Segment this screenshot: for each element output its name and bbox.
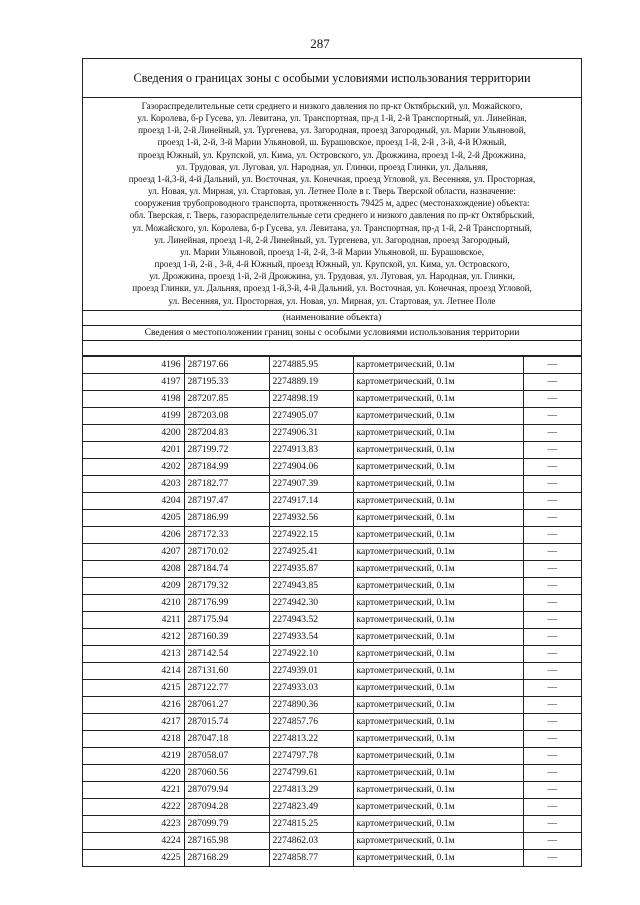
error-cell: — [523, 527, 581, 544]
x-coordinate-cell: 287079.94 [184, 782, 269, 799]
method-cell: картометрический, 0.1м [353, 425, 523, 442]
point-number-cell: 4216 [83, 697, 184, 714]
point-number-cell: 4219 [83, 748, 184, 765]
error-cell: — [523, 442, 581, 459]
point-number-cell: 4213 [83, 646, 184, 663]
x-coordinate-cell: 287131.60 [184, 663, 269, 680]
y-coordinate-cell: 2274922.10 [269, 646, 353, 663]
x-coordinate-cell: 287015.74 [184, 714, 269, 731]
point-number-cell: 4220 [83, 765, 184, 782]
error-cell: — [523, 595, 581, 612]
x-coordinate-cell: 287060.56 [184, 765, 269, 782]
method-cell: картометрический, 0.1м [353, 680, 523, 697]
table-row [83, 833, 581, 850]
y-coordinate-cell: 2274813.22 [269, 731, 353, 748]
table-row [83, 442, 581, 459]
table-row [83, 578, 581, 595]
point-number-cell: 4204 [83, 493, 184, 510]
y-coordinate-cell: 2274933.03 [269, 680, 353, 697]
table-row [83, 374, 581, 391]
x-coordinate-cell: 287179.32 [184, 578, 269, 595]
method-cell: картометрический, 0.1м [353, 510, 523, 527]
description-line: ул. Линейная, проезд 1-й, 2-й Линейный, ул. Тургенева, ул. Загородная, проезд Загородный, [154, 234, 510, 245]
method-cell: картометрический, 0.1м [353, 833, 523, 850]
method-cell: картометрический, 0.1м [353, 527, 523, 544]
method-cell: картометрический, 0.1м [353, 850, 523, 867]
x-coordinate-cell: 287160.39 [184, 629, 269, 646]
point-number-cell: 4202 [83, 459, 184, 476]
point-number-cell: 4212 [83, 629, 184, 646]
point-number-cell: 4198 [83, 391, 184, 408]
error-cell: — [523, 663, 581, 680]
error-cell: — [523, 833, 581, 850]
x-coordinate-cell: 287182.77 [184, 476, 269, 493]
location-caption: Сведения о местоположении границ зоны с особыми условиями использования территории [83, 326, 581, 341]
description-line: проезд Южный, ул. Крупской, ул. Кима, ул. Островского, ул. Дрожжина, проезд 1-й, 2-й Дрожжина, [138, 149, 526, 160]
method-cell: картометрический, 0.1м [353, 765, 523, 782]
table-row [83, 527, 581, 544]
method-cell: картометрический, 0.1м [353, 578, 523, 595]
description-line: сооружения трубопроводного транспорта, протяженность 79425 м, адрес (местонахождение) объекта: [134, 198, 530, 209]
x-coordinate-cell: 287207.85 [184, 391, 269, 408]
x-coordinate-cell: 287047.18 [184, 731, 269, 748]
method-cell: картометрический, 0.1м [353, 374, 523, 391]
table-row [83, 731, 581, 748]
point-number-cell: 4223 [83, 816, 184, 833]
table-row [83, 765, 581, 782]
table-row [83, 544, 581, 561]
table-row [83, 425, 581, 442]
method-cell: картометрический, 0.1м [353, 731, 523, 748]
description-line: ул. Новая, ул. Мирная, ул. Стартовая, ул. Летнее Поле в г. Тверь Тверской области, назначение: [148, 186, 516, 197]
error-cell: — [523, 714, 581, 731]
error-cell: — [523, 646, 581, 663]
point-number-cell: 4217 [83, 714, 184, 731]
y-coordinate-cell: 2274917.14 [269, 493, 353, 510]
error-cell: — [523, 544, 581, 561]
point-number-cell: 4196 [83, 357, 184, 374]
description-line: ул. Весенняя, ул. Просторная, ул. Новая, ул. Мирная, ул. Стартовая, ул. Летнее Поле [168, 295, 496, 306]
description-line: обл. Тверская, г. Тверь, газораспределительные сети среднего и низкого давления по пр-кт Октябрьский, [129, 210, 535, 221]
y-coordinate-cell: 2274815.25 [269, 816, 353, 833]
table-row [83, 357, 581, 374]
error-cell: — [523, 374, 581, 391]
method-cell: картометрический, 0.1м [353, 816, 523, 833]
point-number-cell: 4207 [83, 544, 184, 561]
description-line: проезд Глинки, ул. Дальняя, проезд 1-й,3-й, 4-й Дальний, ул. Восточная, ул. Конечная, проезд Угловой, [132, 283, 532, 294]
method-cell: картометрический, 0.1м [353, 748, 523, 765]
description-line: ул. Марии Ульяновой, проезд 1-й, 2-й, 3-й Марии Ульяновой, ш. Бурашовское, [179, 246, 485, 257]
x-coordinate-cell: 287184.74 [184, 561, 269, 578]
point-number-cell: 4205 [83, 510, 184, 527]
x-coordinate-cell: 287203.08 [184, 408, 269, 425]
method-cell: картометрический, 0.1м [353, 561, 523, 578]
point-number-cell: 4208 [83, 561, 184, 578]
coordinates-table [83, 356, 581, 866]
point-number-cell: 4224 [83, 833, 184, 850]
y-coordinate-cell: 2274925.41 [269, 544, 353, 561]
x-coordinate-cell: 287175.94 [184, 612, 269, 629]
table-row [83, 510, 581, 527]
error-cell: — [523, 799, 581, 816]
point-number-cell: 4210 [83, 595, 184, 612]
error-cell: — [523, 510, 581, 527]
method-cell: картометрический, 0.1м [353, 714, 523, 731]
point-number-cell: 4211 [83, 612, 184, 629]
x-coordinate-cell: 287170.02 [184, 544, 269, 561]
error-cell: — [523, 782, 581, 799]
point-number-cell: 4199 [83, 408, 184, 425]
description-line: ул. Можайского, ул. Королева, б-р Гусева, ул. Левитана, ул. Транспортная, пр-д 1-й, 2-й Транспортный, [132, 222, 532, 233]
point-number-cell: 4222 [83, 799, 184, 816]
method-cell: картометрический, 0.1м [353, 493, 523, 510]
y-coordinate-cell: 2274799.61 [269, 765, 353, 782]
error-cell: — [523, 391, 581, 408]
x-coordinate-cell: 287204.83 [184, 425, 269, 442]
description-line: проезд 1-й, 2-й Линейный, ул. Тургенева, ул. Загородная, проезд Загородный, ул. Марии Ульяновой, [138, 125, 526, 136]
y-coordinate-cell: 2274813.29 [269, 782, 353, 799]
description-line: проезд 1-й,3-й, 4-й Дальний, ул. Восточная, ул. Конечная, проезд Угловой, ул. Весенняя, ул. Просторная, [128, 173, 536, 184]
description-line: Газораспределительные сети среднего и низкого давления по пр-кт Октябрьский, ул. Можайского, [141, 101, 523, 111]
y-coordinate-cell: 2274906.31 [269, 425, 353, 442]
table-row [83, 459, 581, 476]
error-cell: — [523, 425, 581, 442]
error-cell: — [523, 476, 581, 493]
zone-boundary-document [82, 58, 582, 867]
page-number: 287 [310, 36, 330, 51]
point-number-cell: 4209 [83, 578, 184, 595]
error-cell: — [523, 578, 581, 595]
point-number-cell: 4201 [83, 442, 184, 459]
error-cell: — [523, 459, 581, 476]
error-cell: — [523, 697, 581, 714]
method-cell: картометрический, 0.1м [353, 408, 523, 425]
table-row [83, 680, 581, 697]
x-coordinate-cell: 287195.33 [184, 374, 269, 391]
y-coordinate-cell: 2274913.83 [269, 442, 353, 459]
x-coordinate-cell: 287199.72 [184, 442, 269, 459]
description-line: ул. Дрожжина, проезд 1-й, 2-й Дрожжина, ул. Трудовая, ул. Луговая, ул. Народная, ул. Глинки, [149, 271, 515, 282]
error-cell: — [523, 748, 581, 765]
table-row [83, 408, 581, 425]
point-number-cell: 4197 [83, 374, 184, 391]
table-row [83, 493, 581, 510]
y-coordinate-cell: 2274905.07 [269, 408, 353, 425]
y-coordinate-cell: 2274935.87 [269, 561, 353, 578]
x-coordinate-cell: 287061.27 [184, 697, 269, 714]
method-cell: картометрический, 0.1м [353, 782, 523, 799]
object-description [83, 98, 581, 311]
x-coordinate-cell: 287184.99 [184, 459, 269, 476]
point-number-cell: 4225 [83, 850, 184, 867]
error-cell: — [523, 493, 581, 510]
x-coordinate-cell: 287197.47 [184, 493, 269, 510]
description-line: ул. Королева, б-р Гусева, ул. Левитана, ул. Транспортная, пр-д 1-й, 2-й Транспортный, ул. Линейная, [137, 113, 527, 124]
table-row [83, 782, 581, 799]
table-row [83, 629, 581, 646]
x-coordinate-cell: 287122.77 [184, 680, 269, 697]
table-row [83, 663, 581, 680]
table-row [83, 646, 581, 663]
method-cell: картометрический, 0.1м [353, 629, 523, 646]
y-coordinate-cell: 2274858.77 [269, 850, 353, 867]
y-coordinate-cell: 2274933.54 [269, 629, 353, 646]
method-cell: картометрический, 0.1м [353, 442, 523, 459]
table-header-spacer [83, 341, 581, 356]
method-cell: картометрический, 0.1м [353, 697, 523, 714]
y-coordinate-cell: 2274943.52 [269, 612, 353, 629]
method-cell: картометрический, 0.1м [353, 391, 523, 408]
x-coordinate-cell: 287172.33 [184, 527, 269, 544]
error-cell: — [523, 680, 581, 697]
table-row [83, 595, 581, 612]
error-cell: — [523, 629, 581, 646]
point-number-cell: 4206 [83, 527, 184, 544]
y-coordinate-cell: 2274823.49 [269, 799, 353, 816]
y-coordinate-cell: 2274922.15 [269, 527, 353, 544]
description-line: проезд 1-й, 2-й , 3-й, 4-й Южный, проезд Южный, ул. Крупской, ул. Кима, ул. Островского, [154, 259, 510, 270]
table-row [83, 612, 581, 629]
method-cell: картометрический, 0.1м [353, 646, 523, 663]
x-coordinate-cell: 287197.66 [184, 357, 269, 374]
error-cell: — [523, 816, 581, 833]
error-cell: — [523, 850, 581, 867]
y-coordinate-cell: 2274907.39 [269, 476, 353, 493]
x-coordinate-cell: 287165.98 [184, 833, 269, 850]
point-number-cell: 4214 [83, 663, 184, 680]
error-cell: — [523, 357, 581, 374]
y-coordinate-cell: 2274797.78 [269, 748, 353, 765]
y-coordinate-cell: 2274898.19 [269, 391, 353, 408]
y-coordinate-cell: 2274932.56 [269, 510, 353, 527]
table-row [83, 816, 581, 833]
y-coordinate-cell: 2274857.76 [269, 714, 353, 731]
y-coordinate-cell: 2274889.19 [269, 374, 353, 391]
table-row [83, 391, 581, 408]
point-number-cell: 4218 [83, 731, 184, 748]
point-number-cell: 4215 [83, 680, 184, 697]
y-coordinate-cell: 2274885.95 [269, 357, 353, 374]
document-title: Сведения о границах зоны с особыми условиями использования территории [83, 59, 581, 98]
point-number-cell: 4221 [83, 782, 184, 799]
table-row [83, 714, 581, 731]
x-coordinate-cell: 287168.29 [184, 850, 269, 867]
x-coordinate-cell: 287176.99 [184, 595, 269, 612]
x-coordinate-cell: 287058.07 [184, 748, 269, 765]
y-coordinate-cell: 2274890.36 [269, 697, 353, 714]
x-coordinate-cell: 287099.79 [184, 816, 269, 833]
method-cell: картометрический, 0.1м [353, 357, 523, 374]
error-cell: — [523, 731, 581, 748]
method-cell: картометрический, 0.1м [353, 612, 523, 629]
table-row [83, 799, 581, 816]
method-cell: картометрический, 0.1м [353, 799, 523, 816]
x-coordinate-cell: 287142.54 [184, 646, 269, 663]
point-number-cell: 4200 [83, 425, 184, 442]
error-cell: — [523, 612, 581, 629]
error-cell: — [523, 408, 581, 425]
method-cell: картометрический, 0.1м [353, 663, 523, 680]
table-row [83, 476, 581, 493]
method-cell: картометрический, 0.1м [353, 544, 523, 561]
y-coordinate-cell: 2274904.06 [269, 459, 353, 476]
y-coordinate-cell: 2274942.30 [269, 595, 353, 612]
description-line: ул. Трудовая, ул. Луговая, ул. Народная, ул. Глинки, проезд Глинки, ул. Дальняя, [176, 161, 488, 172]
y-coordinate-cell: 2274943.85 [269, 578, 353, 595]
table-row [83, 748, 581, 765]
y-coordinate-cell: 2274862.03 [269, 833, 353, 850]
method-cell: картометрический, 0.1м [353, 459, 523, 476]
x-coordinate-cell: 287186.99 [184, 510, 269, 527]
x-coordinate-cell: 287094.28 [184, 799, 269, 816]
table-row [83, 697, 581, 714]
error-cell: — [523, 765, 581, 782]
error-cell: — [523, 561, 581, 578]
y-coordinate-cell: 2274939.01 [269, 663, 353, 680]
method-cell: картометрический, 0.1м [353, 476, 523, 493]
table-row [83, 561, 581, 578]
point-number-cell: 4203 [83, 476, 184, 493]
object-name-caption: (наименование объекта) [83, 311, 581, 326]
table-row [83, 850, 581, 867]
description-line: проезд 1-й, 2-й, 3-й Марии Ульяновой, ш. Бурашовское, проезд 1-й, 2-й , 3-й, 4-й Южный, [157, 137, 507, 148]
method-cell: картометрический, 0.1м [353, 595, 523, 612]
